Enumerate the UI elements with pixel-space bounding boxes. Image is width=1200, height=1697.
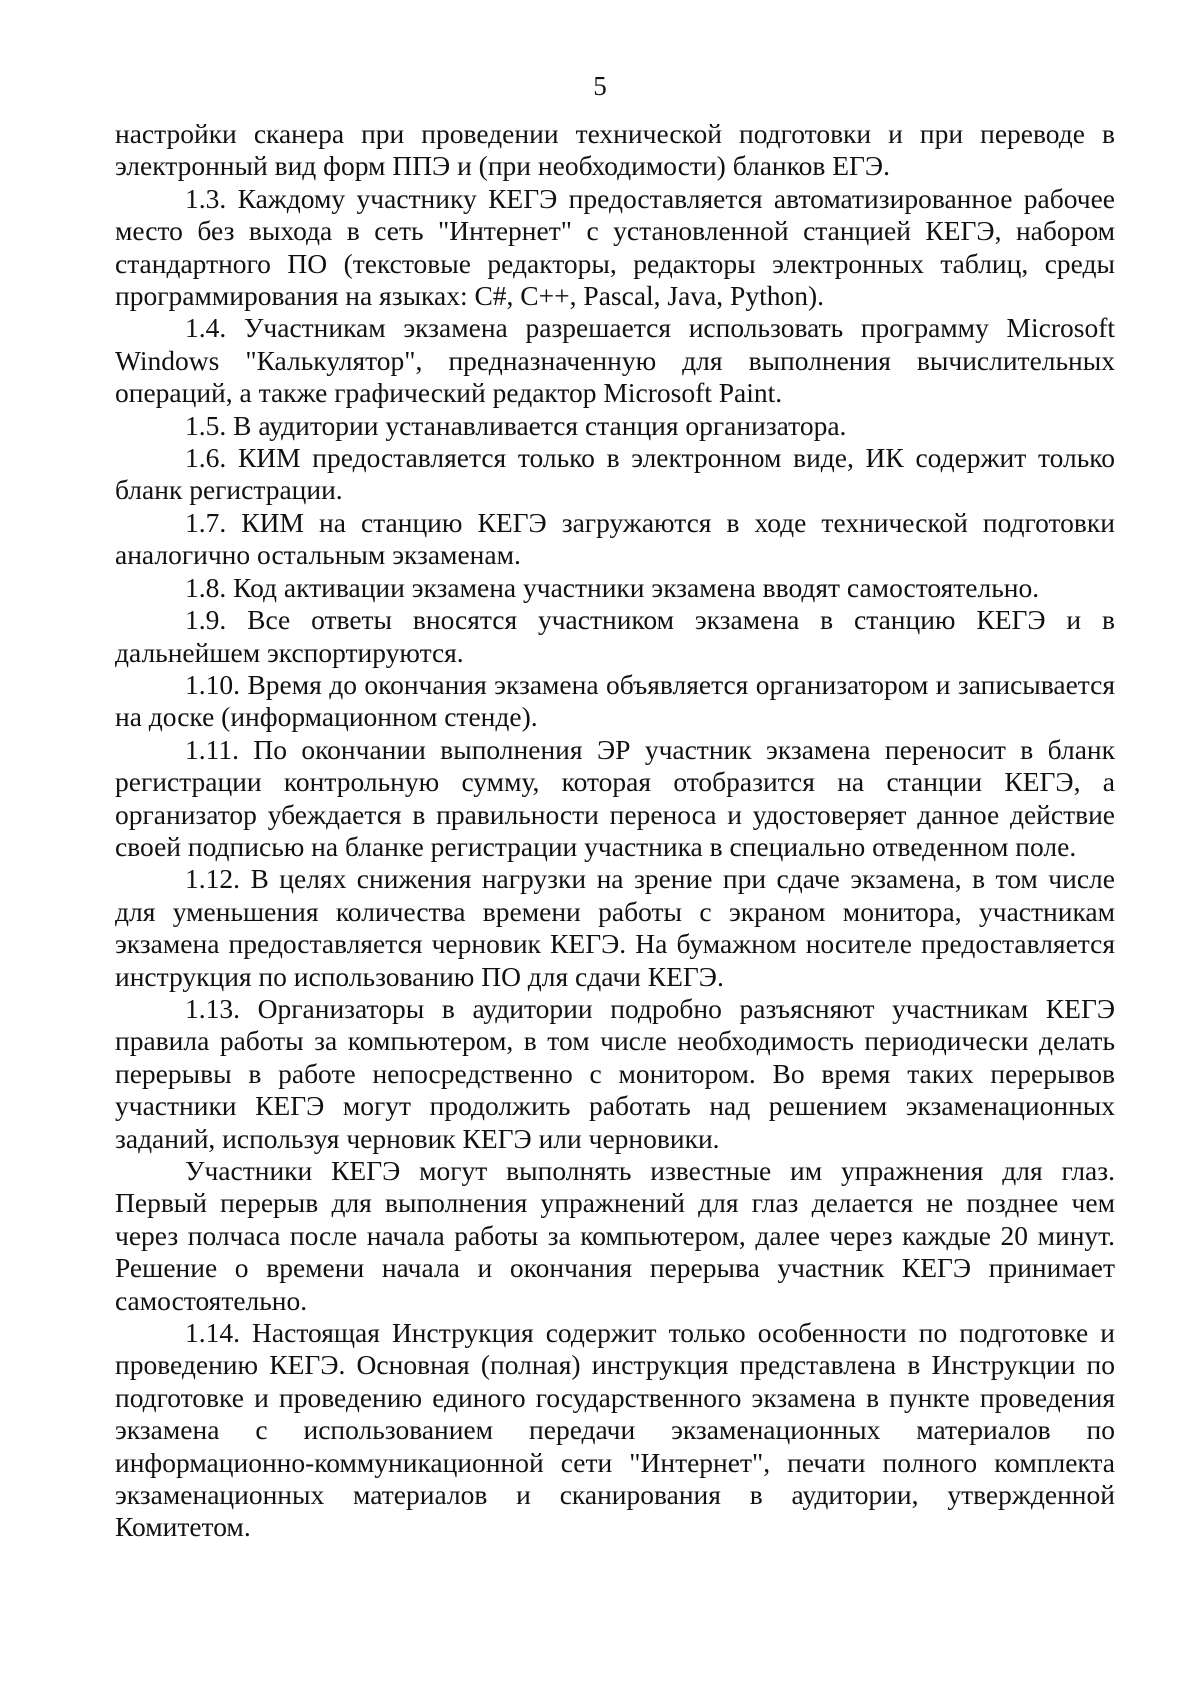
paragraph-1-7: 1.7. КИМ на станцию КЕГЭ загружаются в ходе технической подготовки аналогично остальным экзаменам. bbox=[115, 506, 1115, 571]
paragraph-continuation: настройки сканера при проведении технической подготовки и при переводе в электронный вид форм ППЭ и (при необходимости) бланков ЕГЭ. bbox=[115, 118, 1115, 182]
paragraph-1-9: 1.9. Все ответы вносятся участником экзамена в станцию КЕГЭ и в дальнейшем экспортируются. bbox=[115, 604, 1115, 668]
paragraph-1-5: 1.5. В аудитории устанавливается станция организатора. bbox=[185, 409, 847, 441]
paragraph-1-6: 1.6. КИМ предоставляется только в электронном виде, ИК содержит только бланк регистрации. bbox=[115, 442, 1115, 506]
paragraph-1-4: 1.4. Участникам экзамена разрешается использовать программу Microsoft Windows "Калькулятор", предназначенную для выполнения вычислительных операций, а также графический редактор Microsoft Paint. bbox=[115, 312, 1115, 409]
paragraph-1-13: 1.13. Организаторы в аудитории подробно разъясняют участникам КЕГЭ правила работы за компьютером, в том числе необходимость периодически делать перерывы в работе непосредственно с монитором. Во время таких перерывов участники КЕГЭ могут продолжить работать над решением экзаменационных заданий, используя черновик КЕГЭ или черновики. bbox=[115, 992, 1115, 1154]
paragraph-1-8: 1.8. Код активации экзамена участники экзамена вводят самостоятельно. bbox=[185, 571, 1040, 603]
page-number: 5 bbox=[593, 71, 607, 101]
paragraph-1-14: 1.14. Настоящая Инструкция содержит только особенности по подготовке и проведению КЕГЭ. Основная (полная) инструкция представлена в Инструкции по подготовке и проведению единого государственного экзамена в пункте проведения экзамена с использованием передачи экзаменационных материалов по информационно-коммуникационной сети "Интернет", печати полного комплекта экзаменационных материалов и сканирования в аудитории, утвержденной Комитетом. bbox=[115, 1317, 1115, 1543]
paragraph-1-10: 1.10. Время до окончания экзамена объявляется организатором и записывается на доске (информационном стенде). bbox=[115, 668, 1115, 733]
document-body bbox=[115, 118, 1115, 1544]
paragraph-1-3: 1.3. Каждому участнику КЕГЭ предоставляется автоматизированное рабочее место без выхода в сеть "Интернет" с установленной станцией КЕГЭ, набором стандартного ПО (текстовые редакторы, редакторы электронных таблиц, среды программирования на языках: C#, C++, Pascal, Java, Python). bbox=[115, 182, 1115, 312]
paragraph-eye-exercises: Участники КЕГЭ могут выполнять известные им упражнения для глаз. Первый перерыв для выполнения упражнений для глаз делается не позднее чем через полчаса после начала работы за компьютером, далее через каждые 20 минут. Решение о времени начала и окончания перерыва участник КЕГЭ принимает самостоятельно. bbox=[115, 1155, 1115, 1316]
paragraph-1-11: 1.11. По окончании выполнения ЭР участник экзамена переносит в бланк регистрации контрольную сумму, которая отобразится на станции КЕГЭ, а организатор убеждается в правильности переноса и удостоверяет данное действие своей подписью на бланке регистрации участника в специально отведенном поле. bbox=[115, 733, 1115, 862]
paragraph-1-12: 1.12. В целях снижения нагрузки на зрение при сдаче экзамена, в том числе для уменьшения количества времени работы с экраном монитора, участникам экзамена предоставляется черновик КЕГЭ. На бумажном носителе предоставляется инструкция по использованию ПО для сдачи КЕГЭ. bbox=[115, 863, 1115, 992]
